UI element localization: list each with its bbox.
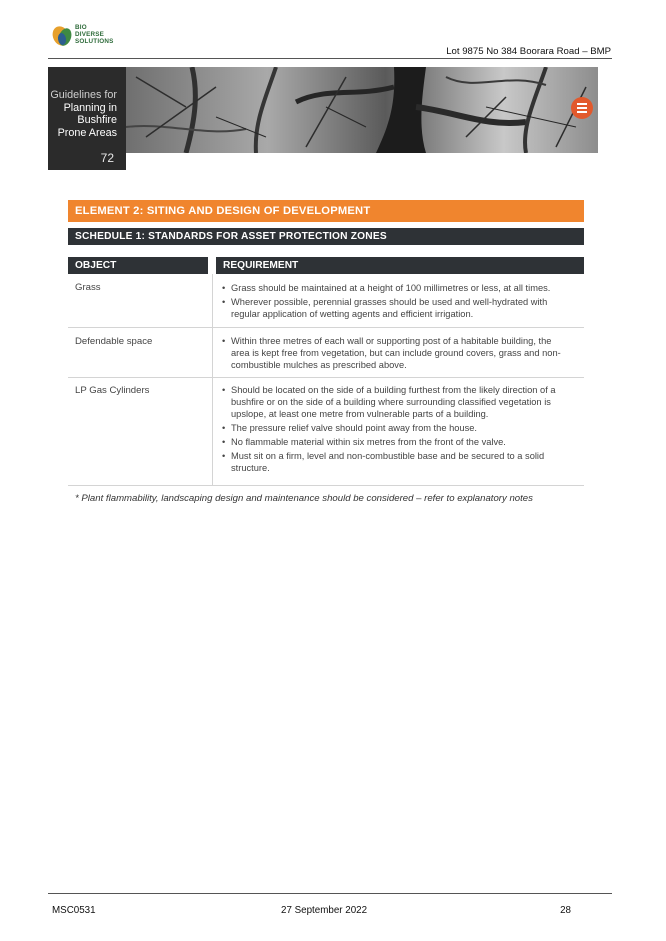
requirement-text: Grass should be maintained at a height of 100 millimetres or less, at all times.	[231, 283, 551, 293]
requirement-text: Must sit on a firm, level and non-combustible base and be secured to a solid structure.	[231, 450, 545, 473]
requirement-list-lp-gas-cylinders	[221, 384, 571, 476]
requirement-text: No flammable material within six metres from the front of the valve.	[231, 437, 506, 447]
logo-wordmark	[75, 24, 114, 46]
requirement-text: Wherever possible, perennial grasses should be used and well-hydrated with regular application of wetting agents and efficient irrigation.	[231, 296, 548, 319]
requirement-item	[221, 282, 571, 294]
requirement-item	[221, 450, 571, 474]
schedule-heading: SCHEDULE 1: STANDARDS FOR ASSET PROTECTION ZONES	[68, 228, 584, 245]
hamburger-menu-icon	[571, 97, 593, 119]
requirement-item	[221, 335, 571, 372]
leaf-logo-icon	[52, 24, 74, 48]
header-divider	[48, 58, 612, 59]
title-line: Bushfire	[77, 114, 117, 127]
requirement-item	[221, 384, 571, 421]
bullet-icon: •	[222, 296, 226, 307]
row-divider	[68, 327, 584, 328]
requirement-list-defendable-space	[221, 335, 571, 373]
document-reference: Lot 9875 No 384 Boorara Road – BMP	[446, 46, 611, 57]
title-line: Prone Areas	[57, 126, 117, 139]
requirement-text: Should be located on the side of a building furthest from the likely direction of a bushfire or on the side of a building where surrounding classified vegetation is upslope, at least one metre from vulnerable parts of a building.	[231, 385, 556, 420]
column-header-object: OBJECT	[68, 257, 208, 274]
column-divider	[212, 274, 213, 485]
logo-line: SOLUTIONS	[75, 38, 114, 46]
requirement-text: The pressure relief valve should point away from the house.	[231, 423, 477, 434]
guidelines-title-box	[48, 67, 126, 170]
bullet-icon: •	[222, 385, 226, 395]
bullet-icon: •	[222, 437, 226, 447]
column-header-requirement: REQUIREMENT	[216, 257, 584, 274]
bullet-icon: •	[222, 283, 226, 293]
footer-page-number: 28	[560, 905, 571, 916]
table-bottom-border	[68, 485, 584, 486]
bullet-icon: •	[222, 336, 226, 346]
guidelines-page-number: 72	[100, 151, 114, 165]
element-heading: ELEMENT 2: SITING AND DESIGN OF DEVELOPMENT	[68, 200, 584, 222]
company-logo	[52, 22, 122, 52]
requirement-item	[221, 422, 571, 434]
bullet-icon: •	[222, 450, 226, 461]
requirement-list-grass	[221, 282, 571, 322]
guidelines-title	[50, 89, 117, 139]
row-divider	[68, 377, 584, 378]
logo-line: BIO	[75, 24, 87, 31]
bullet-icon: •	[222, 423, 226, 434]
burnt-trees-photo	[126, 67, 598, 153]
title-line: Planning in	[63, 101, 117, 114]
requirement-text: Within three metres of each wall or supporting post of a habitable building, the area is kept free from vegetation, but can include ground covers, grass and non-combustible mulches as prescribed above.	[231, 336, 561, 371]
footnote: * Plant flammability, landscaping design and maintenance should be considered – refer to explanatory notes	[75, 493, 533, 504]
row-object-defendable-space: Defendable space	[75, 336, 153, 347]
footer-date: 27 September 2022	[281, 905, 368, 916]
footer-document-number: MSC0531	[52, 905, 96, 916]
title-line: Guidelines for	[50, 89, 117, 101]
requirement-item	[221, 436, 571, 448]
row-object-lp-gas-cylinders: LP Gas Cylinders	[75, 385, 150, 396]
requirement-item	[221, 296, 571, 320]
footer-divider	[48, 893, 612, 894]
logo-line: DIVERSE	[75, 31, 105, 39]
row-object-grass: Grass	[75, 282, 101, 293]
